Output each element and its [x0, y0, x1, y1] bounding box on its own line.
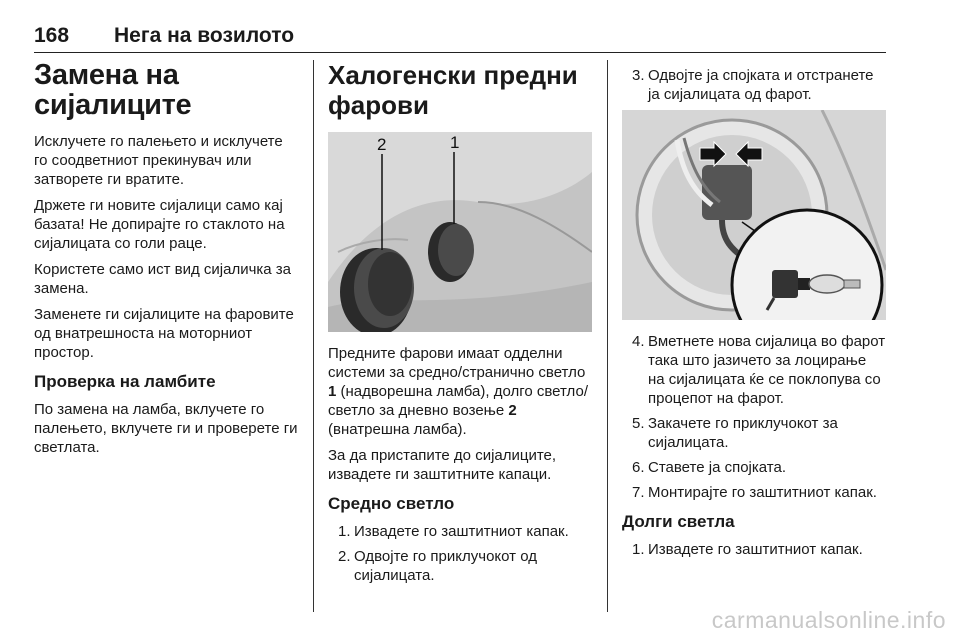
- bulb-removal-figure: [622, 110, 886, 320]
- list-item: 3. Одвојте ја спојката и отстранете ја сијалицата од фарот.: [632, 67, 874, 103]
- column-2: [328, 60, 592, 591]
- steps-list: [622, 332, 886, 502]
- subheading: Проверка на ламбите: [34, 372, 216, 391]
- list-item: 1. Извадете го заштитниот капак.: [338, 523, 569, 540]
- running-title: Нега на возилото: [114, 24, 295, 47]
- inner-cap-shape: [340, 248, 414, 332]
- steps-list: [622, 66, 886, 104]
- section-title: Халогенски предни фарови: [328, 60, 578, 120]
- subheading: Долги светла: [622, 512, 735, 531]
- watermark: carmanualsonline.info: [711, 607, 946, 633]
- column-divider: [313, 60, 314, 612]
- paragraph: Заменете ги сијалиците на фаровите од внатрешноста на моторниот простор.: [34, 306, 294, 361]
- paragraph: За да пристапите до сијалиците, извадете ги заштитните капаци.: [328, 447, 557, 483]
- page-number: 168: [34, 24, 70, 47]
- column-3: [622, 66, 886, 565]
- list-item: 1. Извадете го заштитниот капак.: [632, 541, 863, 558]
- figure-label-2: 2: [377, 135, 387, 154]
- paragraph: Држете ги новите сијалици само кај базата! Не допирајте го стаклото на сијалицата со голи раце.: [34, 197, 285, 252]
- paragraph: Исклучете го палењето и исклучете го соодветниот прекинувач или затворете ги вратите.: [34, 133, 283, 188]
- headlamp-illustration: [328, 132, 592, 332]
- list-item: 7. Монтирајте го заштитниот капак.: [632, 484, 877, 501]
- headlamp-figure: [328, 132, 592, 332]
- section-title: Замена на сијалиците: [34, 59, 192, 121]
- list-item: 4. Вметнете нова сијалица во фарот така што јазичето за лоцирање на сијалицата ќе се поклопува со процепот на фарот.: [632, 333, 886, 407]
- paragraph: Предните фарови имаат одделни системи за средно/странично светло 1 (надворешна ламба), долго светло/светло за дневно возење 2 (внатрешна ламба).: [328, 345, 588, 438]
- subheading: Средно светло: [328, 494, 455, 513]
- bulb-removal-illustration: [622, 110, 886, 320]
- steps-list: [328, 522, 592, 585]
- list-item: 5. Закачете го приклучокот за сијалицата.: [632, 415, 838, 451]
- paragraph: По замена на ламба, вклучете го палењето, вклучете ги и проверете ги светлата.: [34, 401, 298, 456]
- column-1: [34, 60, 298, 464]
- list-item: 6. Ставете ја спојката.: [632, 459, 786, 476]
- steps-list: [622, 540, 886, 559]
- figure-label-1: 1: [450, 133, 460, 152]
- paragraph: Користете само ист вид сијаличка за замена.: [34, 261, 292, 297]
- page-header: [34, 22, 886, 53]
- list-item: 2. Одвојте го приклучокот од сијалицата.: [338, 548, 537, 584]
- column-divider: [607, 60, 608, 612]
